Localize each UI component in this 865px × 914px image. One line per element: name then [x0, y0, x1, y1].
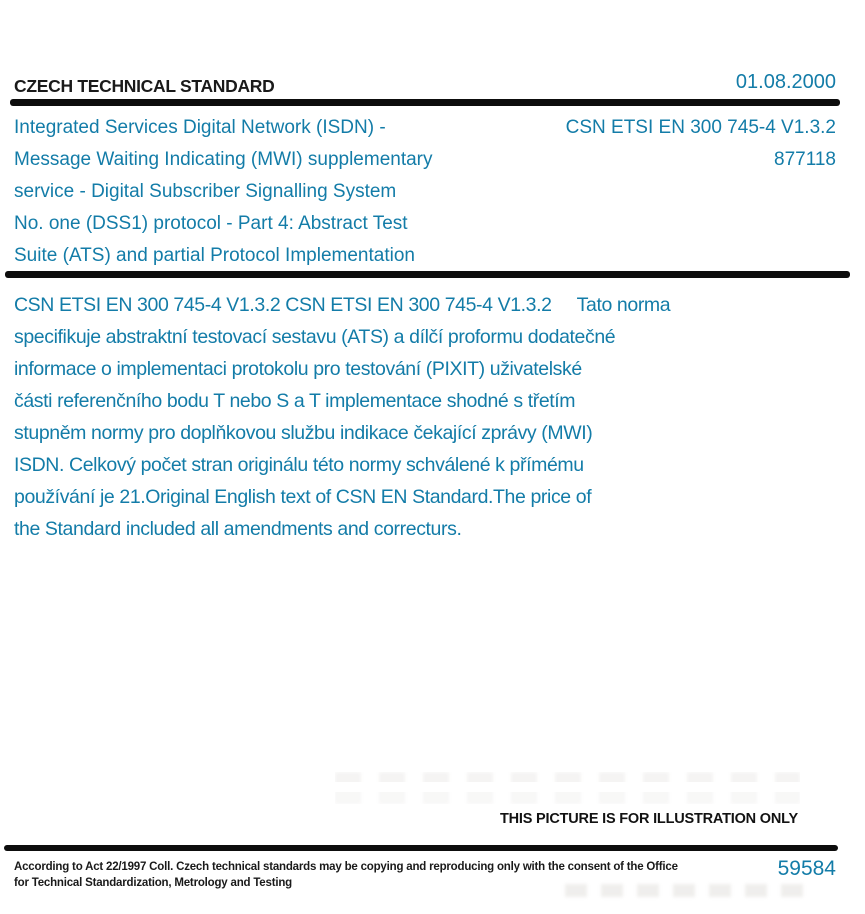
- page-title: CZECH TECHNICAL STANDARD: [14, 76, 275, 96]
- standard-ref-number: CSN ETSI EN 300 745-4 V1.3.2: [565, 117, 836, 138]
- catalog-number: 877118: [774, 149, 836, 170]
- abstract-line: CSN ETSI EN 300 745-4 V1.3.2 CSN ETSI EN 300 745-4 V1.3.2 Tato norma: [14, 294, 671, 316]
- abstract-line: specifikuje abstraktní testovací sestavu (ATS) a dílčí proformu dodatečné: [14, 326, 616, 348]
- abstract-line: stupněm normy pro doplňkovou službu indikace čekající zprávy (MWI): [14, 422, 593, 444]
- abstract-line: the Standard included all amendments and correcturs.: [14, 518, 462, 540]
- horizontal-rule-bottom: [4, 845, 838, 851]
- copyright-line: According to Act 22/1997 Coll. Czech technical standards may be copying and reproducing only with the consent of the Office: [14, 861, 678, 873]
- standard-title-line: Suite (ATS) and partial Protocol Implementation: [14, 245, 415, 266]
- horizontal-rule-middle: [5, 271, 850, 278]
- publication-date: 01.08.2000: [735, 71, 836, 93]
- standard-title-line: service - Digital Subscriber Signalling System: [14, 181, 397, 202]
- standard-title-line: Message Waiting Indicating (MWI) supplementary: [14, 149, 433, 170]
- standard-title-line: Integrated Services Digital Network (ISDN) -: [14, 117, 386, 138]
- abstract-line: používání je 21.Original English text of CSN EN Standard.The price of: [14, 486, 592, 508]
- standard-identifiers: [566, 112, 836, 176]
- standard-title-line: No. one (DSS1) protocol - Part 4: Abstract Test: [14, 213, 408, 234]
- horizontal-rule-top: [10, 99, 840, 106]
- document-number: 59584: [777, 857, 836, 880]
- copyright-notice: [14, 859, 678, 891]
- illustration-only-note: THIS PICTURE IS FOR ILLUSTRATION ONLY: [500, 811, 798, 827]
- abstract-line: ISDN. Celkový počet stran originálu této normy schválené k přímému: [14, 454, 584, 476]
- copyright-line: for Technical Standardization, Metrology and Testing: [14, 877, 292, 889]
- abstract-text: [14, 289, 824, 545]
- abstract-line: části referenčního bodu T nebo S a T implementace shodné s třetím: [14, 390, 576, 412]
- abstract-line: informace o implementaci protokolu pro testování (PIXIT) uživatelské: [14, 358, 582, 380]
- faint-watermark-artifact: [335, 772, 800, 804]
- standard-title: [14, 112, 514, 272]
